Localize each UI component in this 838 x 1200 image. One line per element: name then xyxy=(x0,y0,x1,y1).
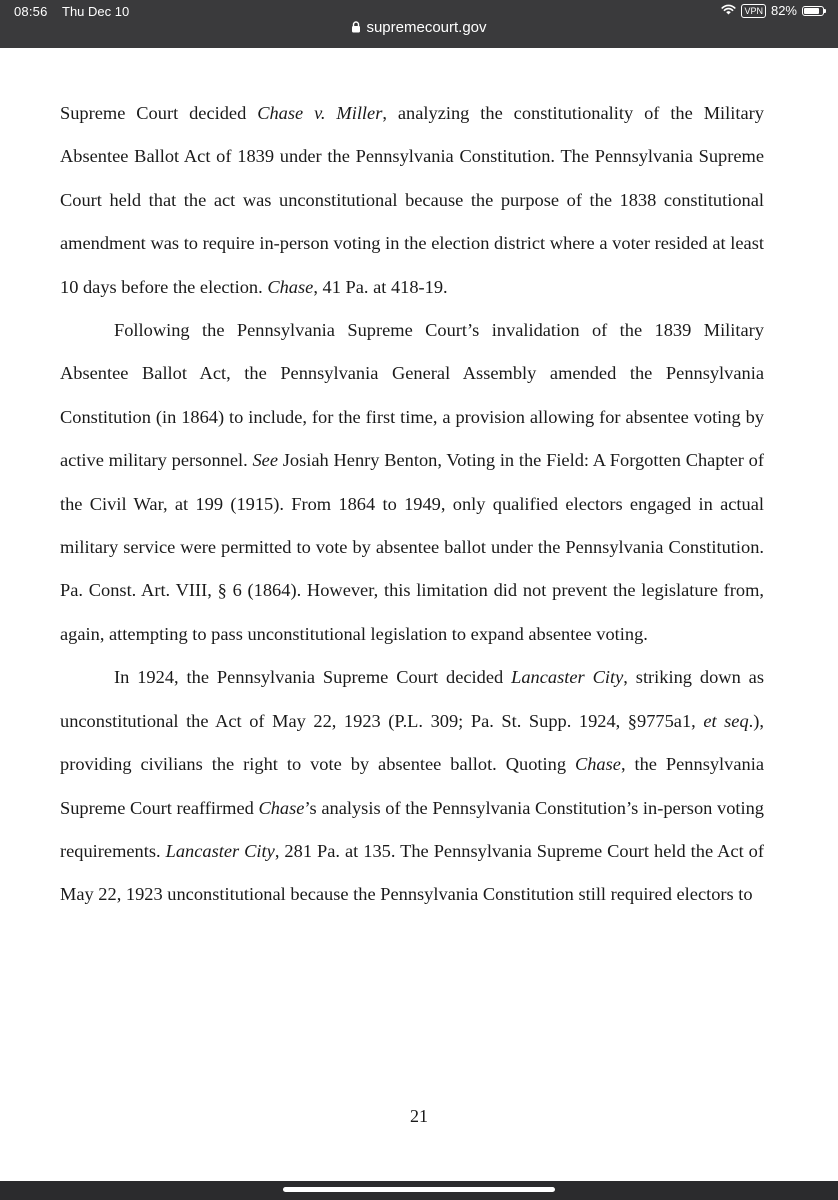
browser-top-bar xyxy=(0,0,838,48)
document-body xyxy=(60,92,764,917)
battery-level xyxy=(804,8,819,14)
case-citation: Lancaster City xyxy=(511,667,624,688)
latin-phrase: et seq xyxy=(703,710,749,731)
paragraph-3: In 1924, the Pennsylvania Supreme Court decided Lancaster City, striking down as unconstitutional the Act of May 22, 1923 (P.L. 309; Pa. St. Supp. 1924, §9775a1, et seq.), providing civilians the right to vote by absentee ballot. Quoting Chase, the Pennsylvania Supreme Court reaffirmed Chase’s analysis of the Pennsylvania Constitution’s in-person voting requirements. Lancaster City, 281 Pa. at 135. The Pennsylvania Supreme Court held the Act of May 22, 1923 unconstitutional because the Pennsylvania Constitution still required electors to xyxy=(60,667,765,905)
case-citation: Chase xyxy=(574,754,621,775)
case-citation: Chase xyxy=(258,797,305,818)
status-date: Thu Dec 10 xyxy=(62,4,130,19)
status-time: 08:56 xyxy=(14,4,48,19)
lock-icon xyxy=(351,20,361,37)
wifi-icon xyxy=(721,3,736,18)
status-indicators xyxy=(721,3,824,18)
case-citation: Lancaster City xyxy=(165,840,275,861)
paragraph-1: Supreme Court decided Chase v. Miller, analyzing the constitutionality of the Military Absentee Ballot Act of 1839 under the Pennsylvania Constitution. The Pennsylvania Supreme Court held that the act was unconstitutional because the purpose of the 1838 constitutional amendment was to require in-person voting in the election district where a voter resided at least 10 days before the election. Chase, 41 Pa. at 418-19. xyxy=(60,103,764,297)
page-number: 21 xyxy=(410,1106,428,1126)
signal-word: See xyxy=(252,450,279,471)
case-citation: Chase xyxy=(267,276,314,297)
vpn-badge: VPN xyxy=(741,4,766,18)
battery-icon xyxy=(802,6,824,16)
paragraph-2: Following the Pennsylvania Supreme Court’s invalidation of the 1839 Military Absentee Ballot Act, the Pennsylvania General Assembly amended the Pennsylvania Constitution (in 1864) to include, for the first time, a provision allowing for absentee voting by active military personnel. See Josiah Henry Benton, Voting in the Field: A Forgotten Chapter of the Civil War, at 199 (1915). From 1864 to 1949, only qualified electors engaged in actual military service were permitted to vote by absentee ballot under the Pennsylvania Constitution. Pa. Const. Art. VIII, § 6 (1864). However, this limitation did not prevent the legislature from, again, attempting to pass unconstitutional legislation to expand absentee voting. xyxy=(60,320,764,644)
home-indicator[interactable] xyxy=(283,1187,555,1192)
case-citation: Chase v. Miller xyxy=(257,103,383,123)
battery-percent: 82% xyxy=(770,3,797,18)
url-text: supremecourt.gov xyxy=(366,19,487,36)
address-bar[interactable] xyxy=(0,19,838,37)
document-page xyxy=(0,48,838,1181)
